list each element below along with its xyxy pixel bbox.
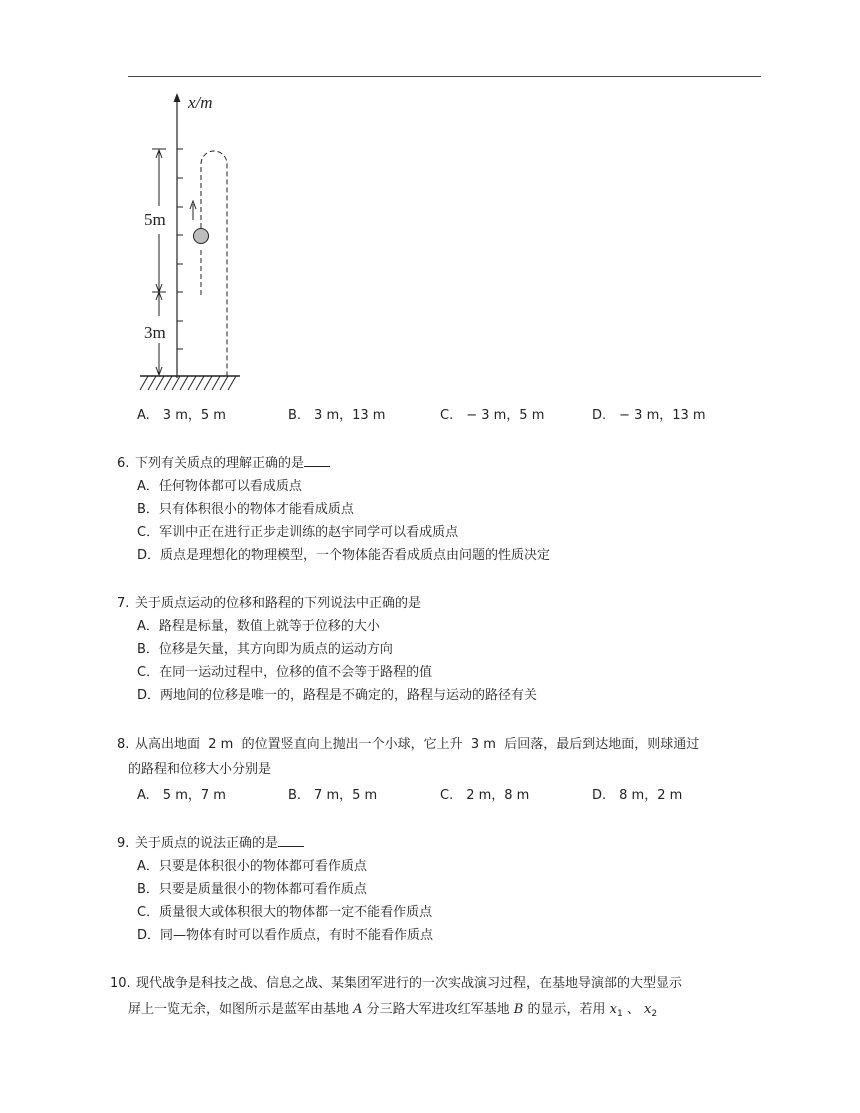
ground-hatch <box>140 376 236 390</box>
ball <box>194 229 209 244</box>
header-rule <box>128 76 761 77</box>
q6-choice-c[interactable]: C．军训中正在进行正步走训练的赵宇同学可以看成质点 <box>137 525 459 540</box>
q8-stem-continued: 的路程和位移大小分别是 <box>128 762 272 777</box>
q7-stem: 7. 关于质点运动的位移和路程的下列说法中正确的是 <box>117 596 422 611</box>
q9-choice-c[interactable]: C．质量很大或体积很大的物体都一定不能看作质点 <box>137 905 433 920</box>
q8-stem: 8. 从高出地面 2 m 的位置竖直向上抛出一个小球，它上升 3 m 后回落，最后到达地面，则球通过 <box>117 737 700 752</box>
q6-choice-a[interactable]: A．任何物体都可以看成质点 <box>137 479 302 494</box>
q5-option-b[interactable]: B. 3 m，13 m <box>288 408 386 423</box>
q6-choice-d[interactable]: D．质点是理想化的物理模型，一个物体能否看成质点由问题的性质决定 <box>137 548 551 563</box>
q5-option-a[interactable]: A. 3 m，5 m <box>137 408 226 423</box>
dim-lower-label: 3m <box>144 323 166 342</box>
q9-choice-a[interactable]: A．只要是体积很小的物体都可看作质点 <box>137 859 367 874</box>
q7-choice-a[interactable]: A．路程是标量，数值上就等于位移的大小 <box>137 619 380 634</box>
q9-choice-b[interactable]: B．只要是质量很小的物体都可看作质点 <box>137 882 367 897</box>
trajectory-path <box>201 151 227 376</box>
q8-option-d[interactable]: D. 8 m，2 m <box>592 788 683 803</box>
dim-upper-label: 5m <box>144 210 166 229</box>
q9-stem: 9. 关于质点的说法正确的是 <box>117 832 304 851</box>
q8-option-c[interactable]: C. 2 m，8 m <box>440 788 530 803</box>
q7-choice-d[interactable]: D．两地间的位移是唯一的，路程是不确定的，路程与运动的路径有关 <box>137 688 538 703</box>
var-a: A <box>353 1002 363 1017</box>
q7-choice-c[interactable]: C．在同一运动过程中，位移的值不会等于路程的值 <box>137 665 433 680</box>
q5-option-d[interactable]: D. − 3 m，13 m <box>592 408 706 423</box>
axis-label: x/m <box>188 93 213 112</box>
q10-stem-continued: 屏上一览无余，如图所示是蓝军由基地 A 分三路大军进攻红军基地 B 的显示，若用 $x_1$ 、 $x_2$ <box>128 1002 658 1019</box>
q7-choice-b[interactable]: B．位移是矢量，其方向即为质点的运动方向 <box>137 642 393 657</box>
q6-stem: 6. 下列有关质点的理解正确的是 <box>117 452 330 471</box>
q6-choice-b[interactable]: B．只有体积很小的物体才能看成质点 <box>137 502 354 517</box>
q9-choice-d[interactable]: D．同—物体有时可以看作质点，有时不能看作质点 <box>137 928 434 943</box>
q5-option-c[interactable]: C. − 3 m，5 m <box>440 408 545 423</box>
q8-option-b[interactable]: B. 7 m，5 m <box>288 788 378 803</box>
var-x2: x <box>643 1002 652 1017</box>
answer-blank[interactable] <box>304 454 330 467</box>
var-x1: x <box>609 1002 617 1017</box>
q10-stem: 10. 现代战争是科技之战、信息之战、某集团军进行的一次实战演习过程，在基地导演部的大型显示 <box>110 976 683 991</box>
motion-figure <box>128 88 268 394</box>
up-arrow-icon <box>190 201 196 220</box>
q8-option-a[interactable]: A. 5 m，7 m <box>137 788 226 803</box>
var-b: B <box>513 1002 524 1017</box>
axis-ticks <box>177 149 183 349</box>
x-axis-arrow-icon <box>174 93 181 102</box>
answer-blank[interactable] <box>278 834 304 847</box>
